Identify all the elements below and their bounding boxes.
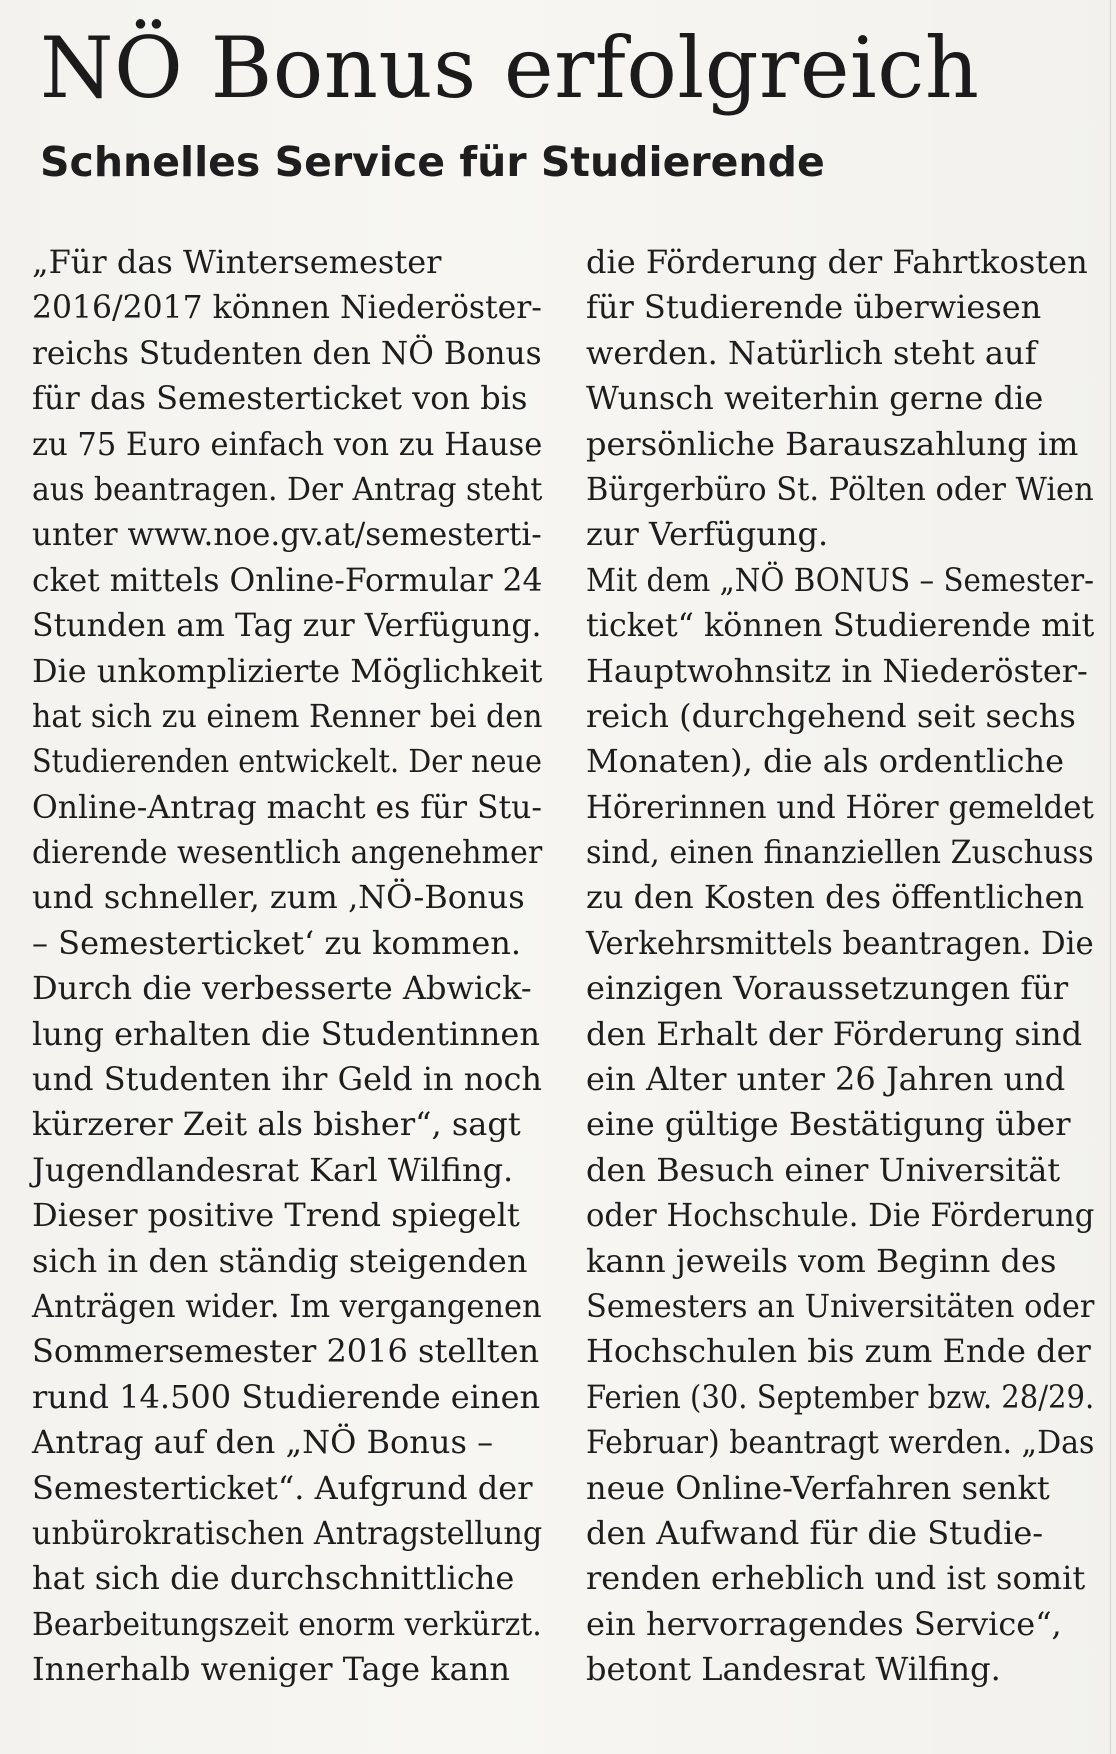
article-text-line: eine gültige Bestätigung über	[586, 1105, 1071, 1144]
article-text-line: sind, einen finanziellen Zuschuss	[586, 833, 1094, 872]
page-edge-rule	[1110, 0, 1111, 1754]
article-text-line: Wunsch weiterhin gerne die	[586, 379, 1044, 418]
article-text-line: betont Landesrat Wilfing.	[586, 1650, 1001, 1689]
article-text-line: Bürgerbüro St. Pölten oder Wien	[586, 469, 1094, 508]
article-text-line: Anträgen wider. Im vergangenen	[32, 1286, 542, 1325]
article-text-line: ticket“ können Studierende mit	[586, 606, 1095, 645]
article-column-left	[32, 240, 542, 1693]
article-text-line: Hochschulen bis zum Ende der	[586, 1332, 1091, 1371]
article-text-line: und Studenten ihr Geld in noch	[32, 1060, 542, 1099]
article-text-line: den Erhalt der Förderung sind	[586, 1014, 1083, 1053]
article-text-line: und schneller, zum ‚NÖ-Bonus	[32, 878, 525, 917]
article-text-line: Februar) beantragt werden. „Das	[586, 1423, 1095, 1462]
article-text-line: Online-Antrag macht es für Stu-	[32, 787, 542, 826]
article-text-line: ein Alter unter 26 Jahren und	[586, 1060, 1066, 1099]
article-text-line: unbürokratischen Antragstellung	[32, 1513, 543, 1552]
article-text-line: Mit dem „NÖ BONUS – Semester-	[586, 560, 1094, 599]
article-text-line: renden erheblich und ist somit	[586, 1559, 1086, 1598]
article-text-line: Hauptwohnsitz in Niederöster-	[586, 651, 1088, 690]
article-text-line: Monaten), die als ordentliche	[586, 742, 1065, 781]
article-text-line: werden. Natürlich steht auf	[586, 333, 1037, 372]
article-text-line: reichs Studenten den NÖ Bonus	[32, 333, 542, 372]
article-text-line: dierende wesentlich angenehmer	[32, 833, 543, 872]
article-text-line: Semesters an Universitäten oder	[586, 1286, 1095, 1325]
article-headline: NÖ Bonus erfolgreich	[40, 19, 980, 117]
article-text-line: Durch die verbesserte Abwick-	[32, 969, 532, 1008]
article-text-line: rund 14.500 Studierende einen	[32, 1377, 541, 1416]
article-text-line: zur Verfügung.	[586, 515, 829, 554]
article-text-line: sich in den ständig steigenden	[32, 1241, 528, 1280]
article-text-line: zu 75 Euro einfach von zu Hause	[32, 424, 543, 463]
article-text-line: Bearbeitungszeit enorm verkürzt.	[32, 1604, 542, 1643]
article-text-line: Die unkomplizierte Möglichkeit	[32, 651, 543, 690]
article-text-line: „Für das Wintersemester	[32, 243, 442, 281]
article-text-line: ein hervorragendes Service“,	[586, 1604, 1062, 1643]
article-text-line: den Aufwand für die Studie-	[586, 1513, 1044, 1552]
article-text-line: Dieser positive Trend spiegelt	[32, 1196, 520, 1235]
article-text-line: die Förderung der Fahrtkosten	[586, 243, 1088, 281]
article-text-line: zu den Kosten des öffentlichen	[586, 878, 1085, 917]
article-text-line: Hörerinnen und Hörer gemeldet	[586, 787, 1094, 826]
article-text-line: Verkehrsmittels beantragen. Die	[586, 923, 1094, 962]
article-text-line: Stunden am Tag zur Verfügung.	[32, 606, 542, 645]
article-subheadline: Schnelles Service für Studierende	[40, 138, 825, 186]
article-text-line: hat sich zu einem Renner bei den	[32, 696, 543, 735]
article-text-line: 2016/2017 können Niederöster-	[32, 288, 542, 327]
article-text-line: cket mittels Online-Formular 24	[32, 560, 543, 599]
article-text-line: lung erhalten die Studentinnen	[32, 1014, 540, 1053]
article-text-line: hat sich die durchschnittliche	[32, 1559, 515, 1598]
article-text-line: unter www.noe.gv.at/semesterti-	[32, 515, 542, 554]
article-text-line: reich (durchgehend seit sechs	[586, 696, 1076, 735]
article-text-line: Jugendlandesrat Karl Wilfing.	[32, 1150, 514, 1189]
article-text-line: den Besuch einer Universität	[586, 1150, 1061, 1189]
article-text-line: Innerhalb weniger Tage kann	[32, 1650, 510, 1689]
article-text-line: einzigen Voraussetzungen für	[586, 969, 1069, 1008]
article-text-line: Studierenden entwickelt. Der neue	[32, 742, 542, 781]
article-text-line: kann jeweils vom Beginn des	[586, 1241, 1057, 1280]
article-text-line: oder Hochschule. Die Förderung	[586, 1196, 1095, 1235]
article-text-line: Antrag auf den „NÖ Bonus –	[32, 1423, 494, 1462]
article-column-right	[586, 240, 1094, 1693]
article-text-line: kürzerer Zeit als bisher“, sagt	[32, 1105, 521, 1144]
article-text-line: Sommersemester 2016 stellten	[32, 1332, 540, 1371]
article-text-line: für Studierende überwiesen	[586, 288, 1042, 327]
article-text-line: für das Semesterticket von bis	[32, 379, 528, 418]
article-text-line: Semesterticket“. Aufgrund der	[32, 1468, 533, 1507]
article-text-line: – Semesterticket‘ zu kommen.	[32, 923, 522, 962]
article-text-line: persönliche Barauszahlung im	[586, 424, 1079, 463]
article-text-line: neue Online-Verfahren senkt	[586, 1468, 1050, 1507]
article-text-line: Ferien (30. September bzw. 28/29.	[586, 1377, 1095, 1416]
article-text-line: aus beantragen. Der Antrag steht	[32, 469, 543, 508]
